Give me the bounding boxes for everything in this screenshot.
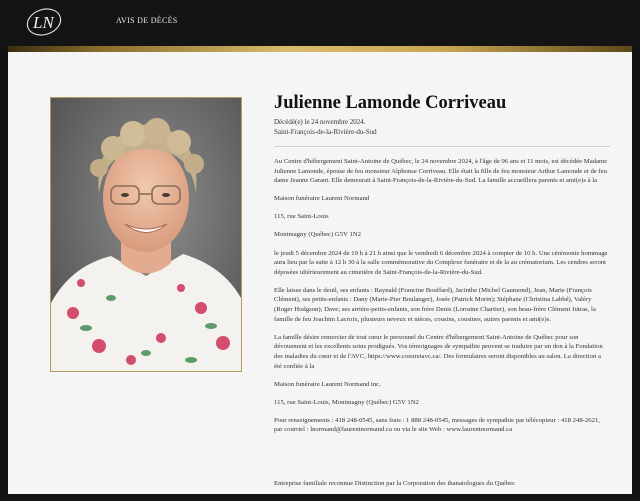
paragraph-family: Elle laisse dans le deuil, ses enfants : Raynald (Francine Bouffard), Jacinthe (Michel Gaumond), Jean, Marie (François Clément), ses petits-enfants : Dany (Marie-Pier Boulanger), Josée (Patrick Morin); Stéphane (Christina Labbé), Valéry (Roger Hodgson); Dave; ses arrière-petits-enfants, son frère Denis (Lorraine Chartier), son beau-frère Clément Jutras, la famille de feu Joachim Lacroix, plusieurs neveux et nièces, cousins, cousines, autres parents et ami(e)s. [274,286,596,323]
section-divider [274,146,610,147]
paragraph-visitation: le jeudi 5 décembre 2024 de 19 h à 21 h ainsi que le vendredi 6 décembre 2024 à compter de 10 h. Une cérémonie hommage aura lieu par la suite à 12 h 30 à la salle commémorative du Complexe funéraire et de la au crématorium. Les cendres seront déposées ultérieurement au cimetière de Saint-François-de-la-Rivière-du-Sud. [274,249,608,276]
paragraph-contact-info: Pour renseignements : 418 248-0545, sans frais : 1 888 248-0545, messages de sympathie par télécopieur : 418 248-2621, par courriel : lnormand@laurentnormand.ca ou via le site Web : www.laurentnormand.ca [274,416,600,434]
paragraph-address: 115, rue Saint-Louis [274,213,329,221]
residence-location: Saint-François-de-la-Rivière-du-Sud [274,128,377,136]
paragraph-city: Montmagny (Québec) G5V 1N2 [274,231,361,239]
paragraph-full-address: 115, rue Saint-Louis, Montmagny (Québec) G5V 1N2 [274,398,419,406]
obituary-text [274,93,610,443]
paragraph-thanks: La famille désire remercier de tout cœur le personnel du Centre d'hébergement Saint-Antoine de Québec pour son dévouement et les excellents soins prodigués. Vos témoignages de sympathie peuvent se traduire par un don à la Fondation des maladies du cœur et de l'AVC, https://www.coeuretavc.ca/. Des formulaires seront disponibles au salon. La direction a été confiée à la [274,333,603,370]
death-date: Décédé(e) le 24 novembre 2024. [274,118,366,126]
distinction-note: Entreprise familiale reconnue Distinction par la Corporation des thanatologues du Québec [274,480,516,487]
paragraph-funeral-home: Maison funéraire Laurent Normand [274,195,370,203]
obituary-panel [8,52,632,494]
paragraph-funeral-home-inc: Maison funéraire Laurent Normand inc. [274,380,381,388]
deceased-name: Julienne Lamonde Corriveau [274,93,507,113]
paragraph-announcement: Au Centre d'hébergement Saint-Antoine de Québec, le 24 novembre 2024, à l'âge de 96 ans et 11 mois, est décédée Madame Julienne Lamonde, épouse de feu monsieur Alphonse Corriveau. Elle était la fille de feu monsieur Arthur Lamonde et de feu dame Jeanne Garant. Elle demeurait à Saint-François-de-la-Rivière-du-Sud. La famille accueillera parents et ami(e)s à la [274,158,608,185]
top-navigation-bar [0,0,640,46]
portrait-photo [50,97,242,372]
logo-monogram: LN [33,13,54,32]
nav-link-avis-de-deces[interactable]: AVIS DE DÉCÈS [116,16,178,25]
ln-logo-icon[interactable] [24,7,64,37]
